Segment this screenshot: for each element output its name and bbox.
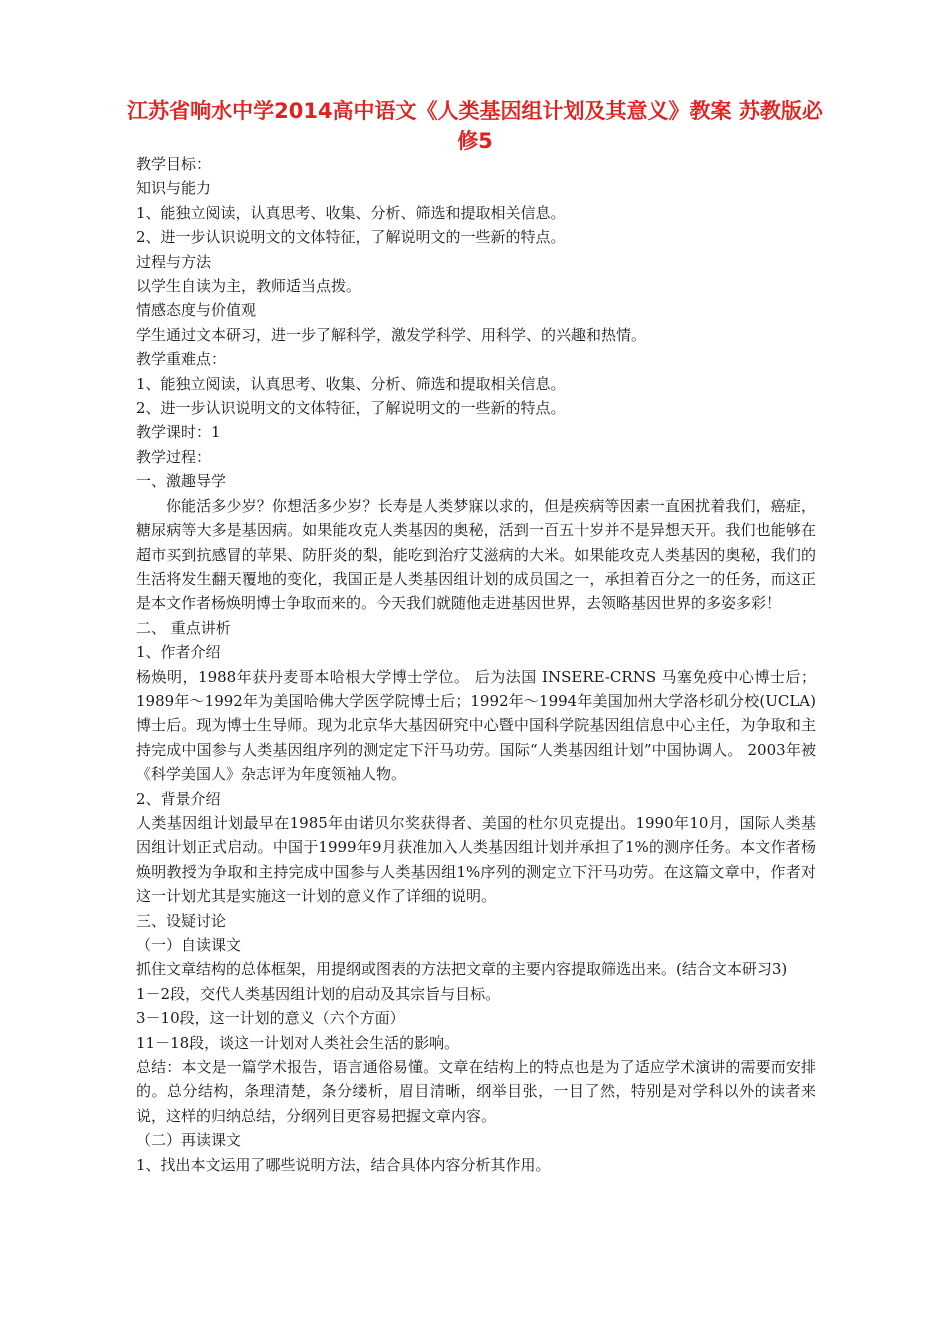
subsection-heading: 1、作者介绍	[136, 643, 221, 662]
summary-paragraph: 总结：本文是一篇学术报告，语言通俗易懂。文章在结构上的特点也是为了适应学术演讲的需要而安排的。总分结构，条理清楚，条分缕析，眉目清晰，纲举目张，一目了然，特别是对学科以外的读者来说，这样的归纳总结，分纲列目更容易把握文章内容。	[136, 1058, 816, 1125]
outline-item: 3－10段，这一计划的意义（六个方面）	[136, 1009, 405, 1028]
outline-item: 11－18段，谈这一计划对人类社会生活的影响。	[136, 1033, 460, 1052]
self-read-paragraph: 抓住文章结构的总体框架，用提纲或图表的方法把文章的主要内容提取筛选出来。(结合文本研习3)	[136, 960, 788, 979]
document-body	[136, 152, 816, 1177]
text-line: 教学目标：	[136, 155, 212, 173]
text-line: 2、进一步认识说明文的文体特征，了解说明文的一些新的特点。	[136, 399, 566, 418]
text-line: 1、能独立阅读，认真思考、收集、分析、筛选和提取相关信息。	[136, 374, 566, 393]
text-line: 学生通过文本研习，进一步了解科学，激发学科学、用科学、的兴趣和热情。	[136, 325, 647, 344]
text-line: 情感态度与价值观	[136, 301, 257, 320]
subsection-heading: （二）再读课文	[136, 1131, 242, 1150]
outline-item: 1－2段，交代人类基因组计划的启动及其宗旨与目标。	[136, 984, 501, 1003]
section-heading: 二、 重点讲析	[136, 618, 231, 637]
text-line: 2、进一步认识说明文的文体特征，了解说明文的一些新的特点。	[136, 228, 566, 247]
text-line: 过程与方法	[136, 252, 212, 271]
text-line: 知识与能力	[136, 179, 212, 198]
text-line: 以学生自读为主，教师适当点拨。	[136, 277, 362, 296]
text-line: 教学重难点：	[136, 350, 227, 369]
reread-item: 1、找出本文运用了哪些说明方法，结合具体内容分析其作用。	[136, 1155, 551, 1174]
text-line: 教学过程：	[136, 447, 212, 466]
section-heading: 三、设疑讨论	[136, 911, 227, 930]
document-title: 江苏省响水中学2014高中语文《人类基因组计划及其意义》教案 苏教版必修5	[127, 99, 823, 153]
subsection-heading: 2、背景介绍	[136, 789, 221, 808]
author-paragraph: 杨焕明，1988年获丹麦哥本哈根大学博士学位。 后为法国 INSERE-CRNS 马塞免疫中心博士后；1989年～1992年为美国哈佛大学医学院博士后；1992年～1994年美国加州大学洛杉矶分校(UCLA)博士后。现为博士生导师。现为北京华大基因研究中心暨中国科学院基因组信息中心主任，为争取和主持完成中国参与人类基因组序列的测定定下汗马功劳。国际“人类基因组计划”中国协调人。 2003年被《科学美国人》杂志评为年度领袖人物。	[136, 667, 816, 784]
subsection-heading: （一）自读课文	[136, 936, 242, 954]
text-line: 1、能独立阅读，认真思考、收集、分析、筛选和提取相关信息。	[136, 203, 566, 222]
text-line: 教学课时：1	[136, 423, 221, 442]
text-line: 一、激趣导学	[136, 472, 227, 491]
background-paragraph: 人类基因组计划最早在1985年由诺贝尔奖获得者、美国的杜尔贝克提出。1990年10月，国际人类基因组计划正式启动。中国于1999年9月获准加入人类基因组计划并承担了1%的测序任务。本文作者杨焕明教授为争取和主持完成中国参与人类基因组1%序列的测定立下汗马功劳。在这篇文章中，作者对这一计划尤其是实施这一计划的意义作了详细的说明。	[136, 813, 816, 906]
intro-paragraph: 你能活多少岁？你想活多少岁？长寿是人类梦寐以求的，但是疾病等因素一直困扰着我们，癌症，糖尿病等大多是基因病。如果能攻克人类基因的奥秘，活到一百五十岁并不是异想天开。我们也能够在超市买到抗感冒的苹果、防肝炎的梨，能吃到治疗艾滋病的大米。如果能攻克人类基因的奥秘，我们的生活将发生翻天覆地的变化，我国正是人类基因组计划的成员国之一，承担着百分之一的任务，而这正是本文作者杨焕明博士争取而来的。今天我们就随他走进基因世界，去领略基因世界的多姿多彩！	[136, 496, 816, 613]
